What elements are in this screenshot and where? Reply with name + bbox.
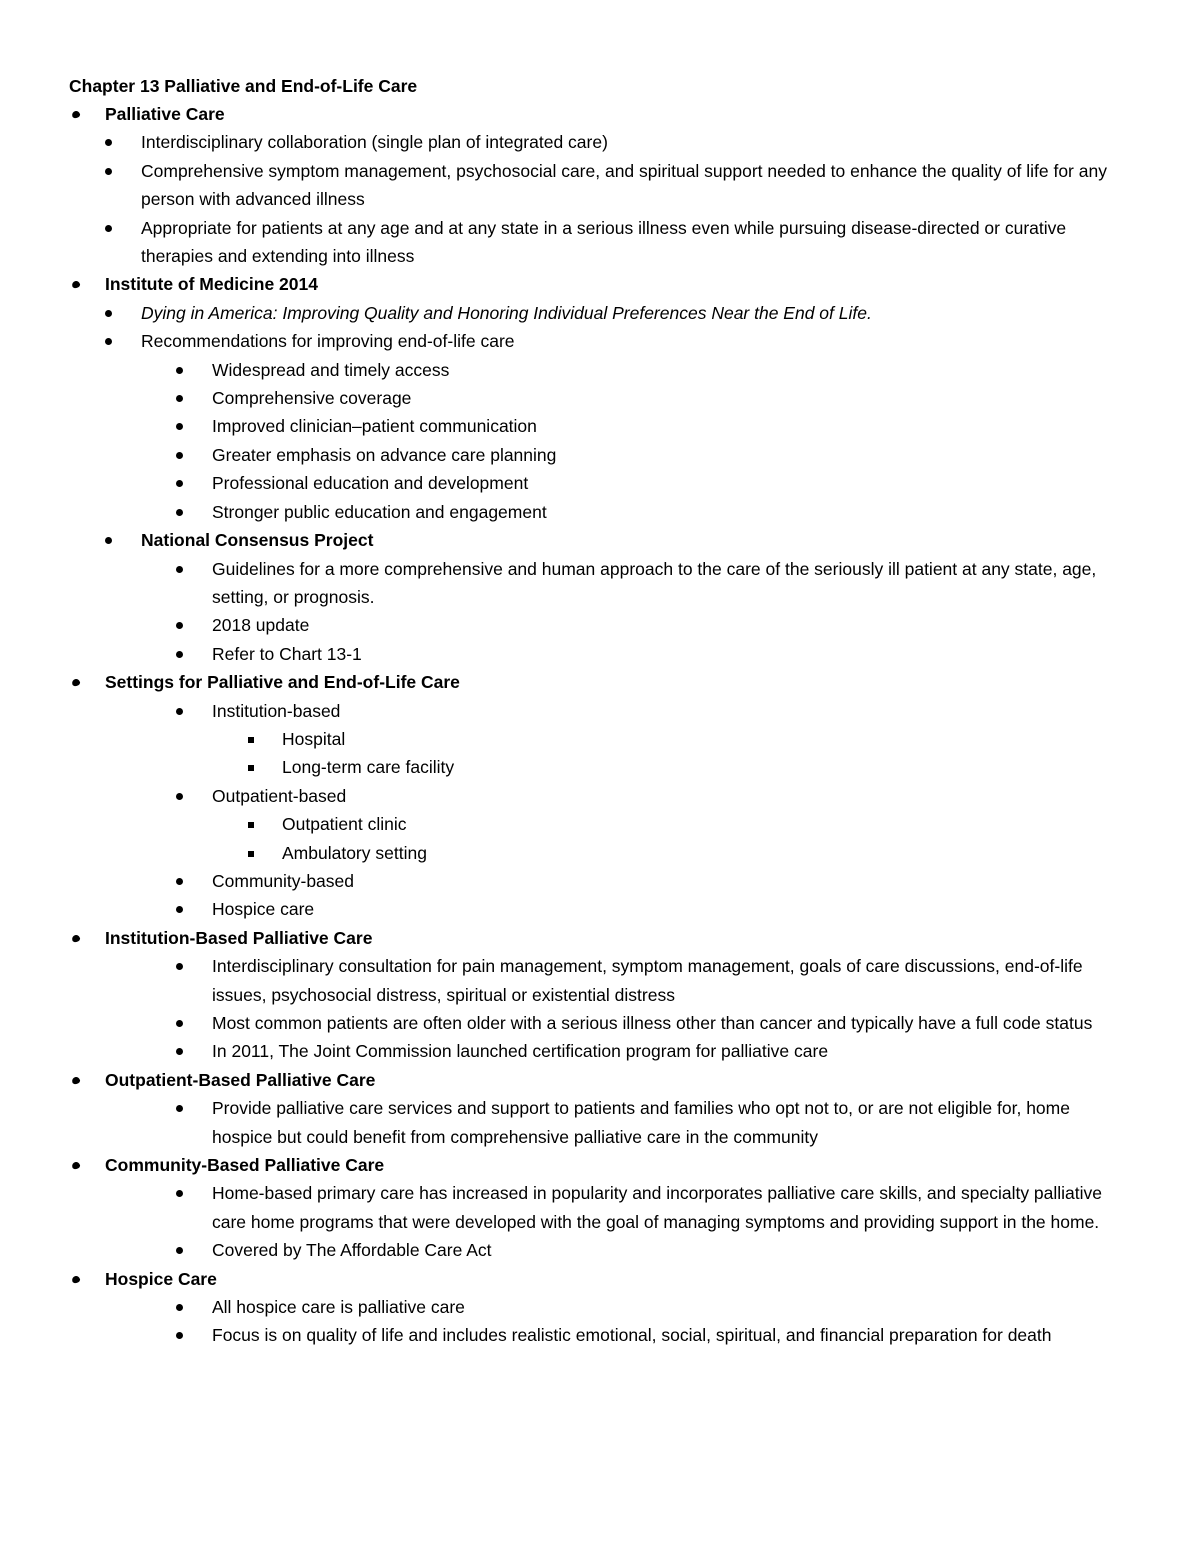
bullet-icon [71,678,81,687]
list-item-text: Refer to Chart 13-1 [212,643,362,664]
square-bullet-icon [248,851,254,857]
bullet-icon [105,338,112,345]
bullet-icon [105,139,112,146]
bullet-icon [71,1076,81,1085]
list-item [0,555,1135,612]
bullet-icon [176,566,183,573]
list-item [0,753,1135,781]
list-item-text: Most common patients are often older with a serious illness other than cancer and typically have a full code status [212,1013,1093,1033]
list-item-text: Widespread and timely access [212,359,450,380]
section-heading [0,668,1135,696]
list-item-text: Institution-based [212,700,341,721]
bullet-icon [176,395,183,402]
list-item [0,214,1135,271]
list-item [0,299,1135,327]
list-item-text: In 2011, The Joint Commission launched certification program for palliative care [212,1041,829,1062]
list-item [0,810,1135,838]
section-heading [0,270,1135,298]
list-item [0,867,1135,895]
bullet-icon [71,1275,81,1284]
bullet-icon [176,622,183,629]
list-item-text: Palliative Care [105,104,225,124]
list-item [0,1236,1135,1264]
list-item-text: Stronger public education and engagement [212,501,547,522]
list-item [0,327,1135,355]
bullet-icon [176,1190,183,1197]
list-item [0,128,1135,156]
bullet-icon [105,225,112,232]
list-item-text: Home-based primary care has increased in popularity and incorporates palliative care skills, and specialty palliative care home programs that were developed with the goal of managing symptoms and providing support in the home. [212,1183,1103,1232]
list-item [0,1009,1135,1037]
bullet-icon [105,537,112,544]
section-heading [0,1151,1135,1179]
bullet-icon [176,1020,183,1027]
list-item-text: 2018 update [212,615,310,636]
list-item [0,839,1135,867]
bullet-icon [176,1105,183,1112]
section-heading [0,1265,1135,1293]
list-item-text: Appropriate for patients at any age and at any state in a serious illness even while pursuing disease-directed or curative therapies and extending into illness [141,217,1067,267]
square-bullet-icon [248,765,254,771]
list-item-text: Outpatient-Based Palliative Care [105,1069,376,1090]
list-item [0,498,1135,526]
list-item [0,1037,1135,1065]
bullet-icon [176,509,183,516]
list-item [0,1293,1135,1321]
list-item-text: Comprehensive coverage [212,388,412,409]
list-item-text: All hospice care is palliative care [212,1297,465,1318]
list-item-text: Interdisciplinary consultation for pain management, symptom management, goals of care discussions, end-of-life issues, psychosocial distress, spiritual or existential distress [212,956,1083,1005]
section-heading [0,100,1135,128]
bullet-icon [71,110,81,119]
list-item [0,157,1135,214]
bullet-icon [105,168,112,175]
list-item-text: Provide palliative care services and support to patients and families who opt not to, or are not eligible for, home hospice but could benefit from comprehensive palliative care in the community [212,1098,1070,1147]
list-item-text: Focus is on quality of life and includes realistic emotional, social, spiritual, and financial preparation for death [212,1325,1052,1346]
bullet-icon [176,452,183,459]
list-item-text: Professional education and development [212,473,529,494]
list-item-text: Hospital [282,728,346,749]
list-item-text: Community-Based Palliative Care [105,1155,385,1176]
list-item [0,895,1135,923]
list-item-text: Institution-Based Palliative Care [105,927,373,948]
bullet-icon [176,480,183,487]
list-item [0,412,1135,440]
list-item [0,640,1135,668]
list-item-text: Greater emphasis on advance care planning [212,444,557,465]
bullet-icon [176,1048,183,1055]
bullet-icon [176,1247,183,1254]
list-item-text: National Consensus Project [141,530,374,551]
bullet-icon [176,906,183,913]
list-item [0,1094,1135,1151]
bullet-icon [176,708,183,715]
square-bullet-icon [248,737,254,743]
list-item-text: Outpatient clinic [282,814,407,835]
list-item [0,1321,1135,1349]
bullet-icon [176,423,183,430]
outline-list [0,100,1200,1350]
bullet-icon [71,934,81,943]
list-item [0,356,1135,384]
list-item-text: Dying in America: Improving Quality and Honoring Individual Preferences Near the End of Life. [141,302,872,323]
section-heading [0,1066,1135,1094]
list-item-text: Improved clinician–patient communication [212,416,537,437]
bullet-icon [176,1332,183,1339]
list-item-text: Recommendations for improving end-of-life care [141,331,515,352]
list-item-text: Institute of Medicine 2014 [105,274,318,295]
list-item [0,611,1135,639]
document-title: Chapter 13 Palliative and End-of-Life Care [69,76,418,96]
list-item [0,952,1135,1009]
list-item-text: Outpatient-based [212,785,347,806]
list-item [0,384,1135,412]
list-item [0,526,1135,554]
list-item [0,697,1135,725]
list-item [0,441,1135,469]
list-item-text: Community-based [212,870,354,891]
section-heading [0,924,1135,952]
list-item [0,1179,1135,1236]
list-item [0,725,1135,753]
bullet-icon [176,367,183,374]
list-item-text: Hospice care [212,899,315,920]
list-item-text: Long-term care facility [282,757,455,778]
bullet-icon [176,1304,183,1311]
list-item [0,782,1135,810]
square-bullet-icon [248,822,254,828]
bullet-icon [176,963,183,970]
bullet-icon [71,1161,81,1170]
list-item [0,469,1135,497]
bullet-icon [176,651,183,658]
bullet-icon [176,878,183,885]
list-item-text: Hospice Care [105,1268,217,1289]
list-item-text: Covered by The Affordable Care Act [212,1240,492,1261]
bullet-icon [71,281,81,290]
list-item-text: Guidelines for a more comprehensive and human approach to the care of the seriously ill patient at any state, age, setting, or prognosis. [212,558,1097,607]
list-item-text: Ambulatory setting [282,842,427,863]
bullet-icon [176,793,183,800]
list-item-text: Comprehensive symptom management, psychosocial care, and spiritual support needed to enhance the quality of life for any person with advanced illness [141,160,1107,210]
list-item-text: Settings for Palliative and End-of-Life Care [105,672,460,693]
list-item-text: Interdisciplinary collaboration (single plan of integrated care) [141,132,608,153]
bullet-icon [105,310,112,317]
